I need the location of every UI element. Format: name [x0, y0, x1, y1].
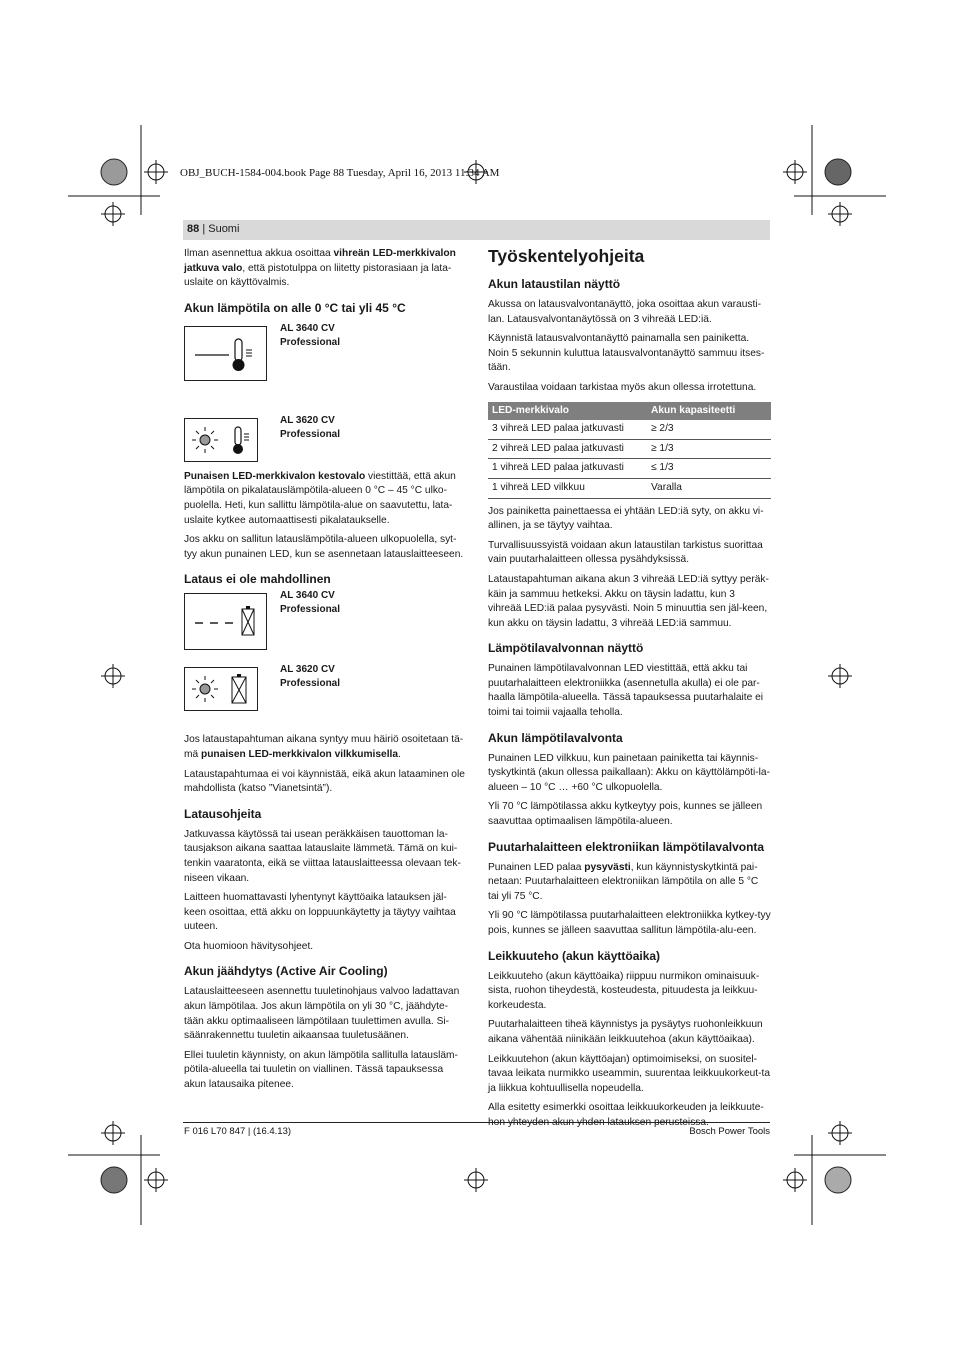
- capacity-table: [488, 402, 771, 499]
- page-header-bar: [183, 220, 770, 240]
- left-column: [184, 247, 467, 1098]
- state-paragraph-6: Lataustapahtuman aikana akun 3 vihreää LED:iä syttyy peräk-käin ja sammuu hetkeksi. Akku on täysin ladattu, kun 3 vihreää LED:iä palaa pysyvästi. Noin 5 minuuttia sen jäl-keen, kun akku on täysin ladattu, 3 vihreää LED:iä sammuu.: [488, 573, 769, 629]
- led-diagram-box: [184, 667, 258, 711]
- blinking-led-battery-crossed-icon: [185, 668, 257, 710]
- akutemp-paragraph-1: Punainen LED vilkkuu, kun painetaan painiketta tai käynnis-tyskytkintä (akun ollessa paikallaan): Akku on käyttölämpöti-la-alueen – 10 °C … +60 °C ulkopuolella.: [488, 752, 770, 793]
- state-paragraph-3: Varaustilaa voidaan tarkistaa myös akun ollessa irrotettuna.: [488, 381, 757, 393]
- heading-cooling: Akun jäähdytys (Active Air Cooling): [184, 964, 388, 979]
- cut-paragraph-2: Puutarhalaitteen tiheä käynnistys ja pysäytys ruohonleikkuun aikana vähentää niinikään leikkuutehoa (akun käyttöaikaa).: [488, 1019, 763, 1045]
- header-section: Suomi: [208, 223, 240, 235]
- heading-temp-display: Lämpötilavalvonnan näyttö: [488, 641, 644, 656]
- table-row: 1 vihreä LED palaa jatkuvasti ≤ 1/3: [488, 459, 771, 479]
- footer-brand: Bosch Power Tools: [689, 1126, 770, 1137]
- cut-paragraph-1: Leikkuuteho (akun käyttöaika) riippuu nurmikon ominaisuuk-sista, ruohon tiheydestä, kosteudesta, pituudesta ja leikkuu-korkeudesta.: [488, 970, 760, 1011]
- table-row: 1 vihreä LED vilkkuu Varalla: [488, 478, 771, 498]
- elec-paragraph-2: Yli 90 °C lämpötilassa puutarhalaitteen elektroniikka kytkey-tyy pois, kunnes se jälleen saavuttaa sallitun lämpötila-alu-een.: [488, 910, 771, 936]
- temp-paragraph-1: Punaisen LED-merkkivalon kestovalo viestittää, että akun lämpötila on pikalatauslämpötila-alueen 0 °C – 45 °C ulko-puolella. Heti, kun sallittu lämpötila-alue on saavutettu, lata-uslaite kytkee automaattisesti pikalataukselle.: [184, 470, 456, 526]
- tips-paragraph-2: Laitteen huomattavasti lyhentynyt käyttöaika latauksen jäl-keen osoittaa, että akku on loppuunkäytetty ja täytyy vaihtaa uuteen.: [184, 892, 456, 933]
- heading-charging-tips: Latausohjeita: [184, 806, 262, 821]
- led-diagram-box: [184, 418, 258, 462]
- table-row: 3 vihreä LED palaa jatkuvasti ≥ 2/3: [488, 420, 771, 439]
- tempdisp-paragraph: Punainen lämpötilavalvonnan LED viestittää, että akku tai puutarhalaitteen elektroniikka (asennetulla akulla) ei ole par-haalla lämpötila-alueella. Tässä tapauksessa puutarhalaite ei toimi tai toimii vajaalla teholla.: [488, 663, 764, 719]
- footer-doc-number: F 016 L70 847 | (16.4.13): [184, 1126, 292, 1137]
- cooling-paragraph-2: Ellei tuuletin käynnisty, on akun lämpötila sallitulla latausläm-pötila-alueella tai tuuletin on viallinen. Tässä tapauksessa akun latausaika pitenee.: [184, 1049, 458, 1091]
- akutemp-paragraph-2: Yli 70 °C lämpötilassa akku kytkeytyy pois, kunnes se jälleen saavuttaa optimaalisen lämpötila-alueen.: [488, 801, 763, 828]
- heading-electronics-temp: Puutarhalaitteen elektroniikan lämpötilavalvonta: [488, 839, 765, 854]
- state-paragraph-2: Käynnistä latausvalvontanäyttö painamalla sen painiketta. Noin 5 sekunnin kuluttua latausvalvontanäyttö sammuu itses-tään.: [488, 333, 765, 374]
- page-header: [187, 223, 239, 235]
- state-paragraph-4: Jos painiketta painettaessa ei yhtään LED:iä syty, on akku vi-allinen, ja se täytyy vaihtaa.: [488, 505, 764, 532]
- table-row: 2 vihreä LED palaa jatkuvasti ≥ 1/3: [488, 439, 771, 459]
- cut-paragraph-4: Alla esitetty esimerkki osoittaa leikkuukorkeuden ja leikkuute-: [488, 1102, 764, 1114]
- table-header: LED-merkkivalo: [488, 402, 647, 421]
- heading-battery-temp: Akun lämpötila on alle 0 °C tai yli 45 °C: [184, 300, 406, 315]
- tips-paragraph-3: Ota huomioon hävitysohjeet.: [184, 940, 314, 952]
- elec-paragraph-1: Punainen LED palaa pysyvästi, kun käynnistyskytkintä pai-netaan: Puutarhalaitteen elektroniikan lämpötila on alle 5 °C tai yli 75 °C.: [488, 861, 759, 902]
- intro-paragraph: Ilman asennettua akkua osoittaa vihreän LED-merkkivalon jatkuva valo, että pistotulppa on liitetty pistorasiaan ja lata-uslaite on käyttövalmis.: [184, 248, 456, 289]
- tips-paragraph-1: Jatkuvassa käytössä tai usean peräkkäisen tauottoman la-tausjakson aikana saattaa latauslaite lämmetä. Tämä on kui-tenkin vaaratonta, eikä se viittaa latauslaitteessa olevaan tek-niseen vikaan.: [184, 828, 461, 884]
- heading-no-charge: Lataus ei ole mahdollinen: [184, 572, 331, 587]
- figure-al3620-nocharge: [184, 664, 467, 733]
- blinking-led-thermometer-icon: [185, 419, 257, 461]
- led-diagram-box: [184, 326, 267, 381]
- figure-al3640-nocharge: [184, 590, 467, 667]
- state-paragraph-1: Akussa on latausvalvontanäyttö, joka osoittaa akun varausti-lan. Latausvalvontanäytössä on 3 vihreää LED:iä.: [488, 299, 761, 325]
- page-number: 88: [187, 223, 200, 235]
- figure-al3620-temp: [184, 394, 467, 464]
- heading-working-instructions: Työskentelyohjeita: [488, 246, 645, 266]
- nocharge-paragraph-1: Jos lataustapahtuman aikana syntyy muu häiriö osoitetaan tä-mä punaisen LED-merkkivalon vilkkumisella.: [184, 734, 464, 760]
- thermometer-icon: [185, 327, 266, 380]
- heading-cutting-power: Leikkuuteho (akun käyttöaika): [488, 948, 661, 963]
- table-header-row: [488, 402, 771, 421]
- battery-crossed-icon: [185, 594, 266, 649]
- figure-label: AL 3620 CV Professional: [280, 414, 341, 440]
- print-meta-line: OBJ_BUCH-1584-004.book Page 88 Tuesday, April 16, 2013 11:34 AM: [180, 167, 500, 179]
- figure-al3640-temp: [184, 322, 467, 394]
- figure-label: AL 3640 CV Professional: [280, 322, 341, 348]
- footer-rule: [183, 1122, 770, 1123]
- state-paragraph-5: Turvallisuussyistä voidaan akun lataustilan tarkistus suorittaa vain puutarhalaitteen ollessa pysähdyksissä.: [488, 539, 763, 566]
- cut-paragraph-3: Leikkuutehon (akun käyttöajan) optimoimiseksi, on suositel-tavaa leikata nurmikko useammin, suurentaa leikkuukorkeut-ta ja liikkua kohtuullisella nopeudella.: [488, 1053, 770, 1094]
- figure-label: AL 3620 CV Professional: [280, 664, 341, 690]
- header-separator: |: [202, 223, 206, 235]
- table-header: Akun kapasiteetti: [647, 402, 771, 421]
- heading-charge-state: Akun lataustilan näyttö: [488, 277, 621, 291]
- led-diagram-box: [184, 593, 267, 650]
- right-column: [488, 245, 771, 1136]
- cooling-paragraph-1: Latauslaitteeseen asennettu tuuletinohjaus valvoo ladattavan akun lämpötilaa. Jos akun lämpötila on yli 30 °C, jäähdyte-tään akku optimaaliseen lämpötilaan tuulettimen avulla. Si-säänrakennettu tuuletin aikaansaa tuuletusäänen.: [184, 986, 460, 1042]
- figure-label: AL 3640 CV Professional: [280, 590, 341, 616]
- temp-paragraph-2: Jos akku on sallitun latauslämpötila-alueen ulkopuolella, syt-tyy akun punainen LED, kun se asennetaan latauslaitteeseen.: [184, 534, 464, 560]
- nocharge-paragraph-2: Lataustapahtumaa ei voi käynnistää, eikä akun lataaminen ole mahdollista (katso ”Vianetsintä”).: [184, 768, 465, 795]
- heading-battery-temp-monitor: Akun lämpötilavalvonta: [488, 730, 623, 745]
